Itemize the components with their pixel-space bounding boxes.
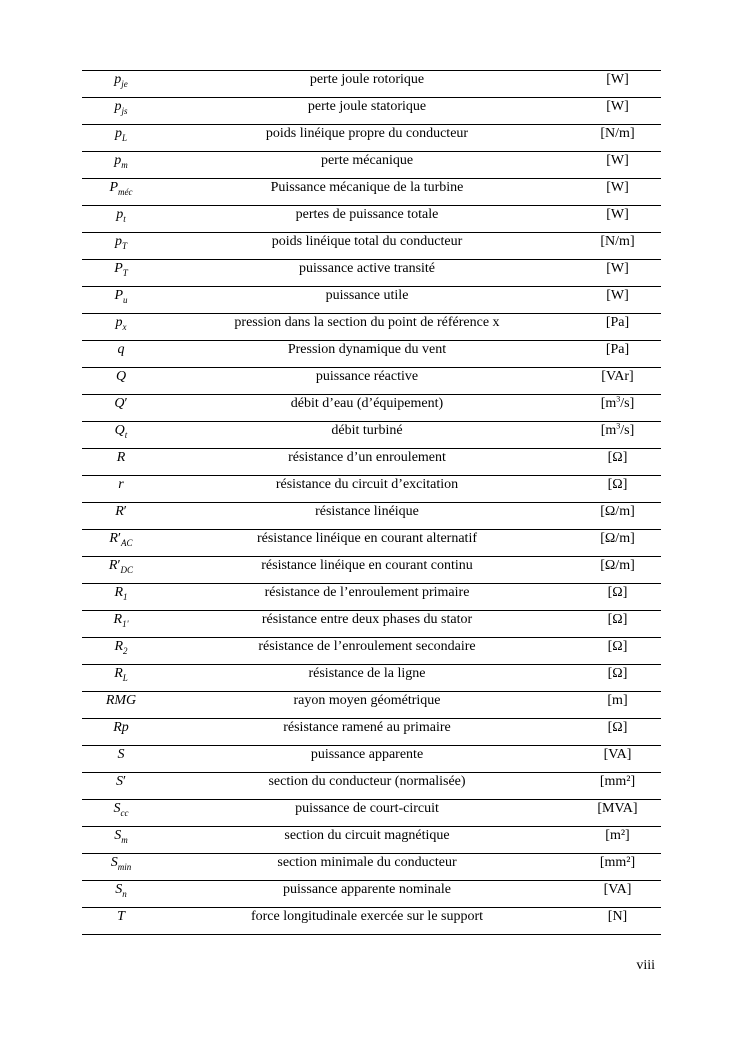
description-cell: pression dans la section du point de référence x [160,314,574,341]
unit-text: [Ω] [607,450,628,465]
symbol-cell [82,908,160,935]
description-cell: Puissance mécanique de la turbine [160,179,574,206]
table-row [82,746,661,773]
unit-cell [574,368,661,395]
symbol-subscript: méc [118,186,133,197]
symbol-base: R [109,531,118,546]
unit-exponent: 3 [616,421,621,431]
table-row [82,584,661,611]
symbol-cell [82,179,160,206]
symbol-subscript: n [122,888,127,899]
unit-text: [W] [606,207,629,222]
table-row [82,827,661,854]
description-cell: résistance de la ligne [160,665,574,692]
symbol-cell [82,719,160,746]
table-row [82,341,661,368]
symbol-cell [82,233,160,260]
unit-text: [Ω/m] [600,531,635,546]
symbol-cell [82,125,160,152]
symbol-base: p [114,234,122,249]
unit-cell [574,314,661,341]
description-cell: section du circuit magnétique [160,827,574,854]
description-cell: débit turbiné [160,422,574,449]
symbol-table [82,70,661,935]
symbol-subscript: m [121,159,128,170]
table-row [82,530,661,557]
table-row [82,287,661,314]
description-cell: résistance linéique [160,503,574,530]
table-row [82,368,661,395]
unit-cell [574,476,661,503]
description-cell: pertes de puissance totale [160,206,574,233]
symbol-subscript: t [123,213,126,224]
symbol-base: p [114,153,122,168]
description-cell: puissance apparente [160,746,574,773]
symbol-base: p [114,126,122,141]
symbol-subscript: u [123,294,128,305]
unit-text: [m²] [605,828,630,843]
table-row [82,719,661,746]
symbol-prime: ′ [123,504,127,519]
symbol-cell [82,476,160,503]
symbol-cell [82,827,160,854]
description-cell: force longitudinale exercée sur le support [160,908,574,935]
unit-cell [574,71,661,98]
description-cell: débit d’eau (d’équipement) [160,395,574,422]
unit-text: [W] [606,99,629,114]
symbol-subscript: t [124,429,128,440]
symbol-base: P [114,288,124,303]
unit-text: [Ω] [607,639,628,654]
description-cell: puissance utile [160,287,574,314]
unit-cell [574,260,661,287]
symbol-base: R [113,612,123,627]
symbol-base: Q [114,423,125,438]
unit-text: [W] [606,288,629,303]
table-row [82,557,661,584]
unit-text: [MVA] [597,801,638,816]
symbol-cell [82,206,160,233]
symbol-subscript: je [121,78,128,89]
unit-text: [Ω/m] [600,504,635,519]
unit-text: [mm²] [599,774,636,789]
description-cell: puissance réactive [160,368,574,395]
symbol-cell [82,665,160,692]
symbol-cell [82,638,160,665]
symbol-cell [82,611,160,638]
symbol-table-body [82,71,661,935]
symbol-cell [82,692,160,719]
unit-text: [W] [606,153,629,168]
unit-text: [Ω/m] [600,558,635,573]
table-row [82,98,661,125]
symbol-base: r [118,477,124,492]
table-row [82,260,661,287]
symbol-base: S [115,882,123,897]
symbol-base: S [110,855,118,870]
table-row [82,476,661,503]
table-row [82,422,661,449]
symbol-base: Q [114,396,125,411]
unit-cell [574,692,661,719]
symbol-base: T [117,909,125,924]
unit-cell [574,395,661,422]
unit-cell [574,152,661,179]
symbol-base: p [114,99,122,114]
page-number: viii [636,958,655,973]
symbol-cell [82,395,160,422]
unit-cell [574,665,661,692]
description-cell: rayon moyen géométrique [160,692,574,719]
symbol-base: S [114,828,122,843]
symbol-base: p [116,207,124,222]
unit-text: [Ω] [607,477,628,492]
unit-cell [574,881,661,908]
description-cell: résistance de l’enroulement primaire [160,584,574,611]
symbol-cell [82,71,160,98]
unit-cell [574,233,661,260]
description-cell: section minimale du conducteur [160,854,574,881]
unit-cell [574,530,661,557]
unit-text: [Ω] [607,720,628,735]
symbol-subscript: T [121,240,127,251]
unit-tail: /s] [620,396,635,411]
symbol-subscript: L [121,132,127,143]
unit-cell [574,827,661,854]
symbol-base: q [117,342,125,357]
description-cell: résistance entre deux phases du stator [160,611,574,638]
symbol-subscript: AC [121,537,133,548]
table-row [82,773,661,800]
symbol-base: R [115,504,124,519]
description-cell: résistance de l’enroulement secondaire [160,638,574,665]
symbol-base: p [115,315,123,330]
symbol-cell [82,746,160,773]
symbol-base: Q [115,369,127,384]
unit-text: [N/m] [600,234,635,249]
unit-text: [Ω] [607,612,628,627]
unit-cell [574,287,661,314]
unit-text: [m] [607,693,628,708]
unit-cell [574,908,661,935]
description-cell: puissance de court-circuit [160,800,574,827]
unit-cell [574,746,661,773]
table-row [82,71,661,98]
symbol-base: p [114,72,122,87]
symbol-cell [82,152,160,179]
unit-cell [574,800,661,827]
table-row [82,854,661,881]
symbol-cell [82,854,160,881]
description-cell: résistance du circuit d’excitation [160,476,574,503]
symbol-prime: ′ [124,396,128,411]
symbol-base: R [114,585,124,600]
description-cell: poids linéique total du conducteur [160,233,574,260]
table-row [82,314,661,341]
symbol-cell [82,368,160,395]
unit-text: [VA] [603,882,632,897]
description-cell: résistance d’un enroulement [160,449,574,476]
unit-text: [m [600,396,617,411]
description-cell: perte joule statorique [160,98,574,125]
unit-text: [Ω] [607,666,628,681]
unit-text: [W] [606,72,629,87]
table-row [82,152,661,179]
unit-cell [574,719,661,746]
unit-text: [VA] [603,747,632,762]
symbol-subscript: m [121,834,128,845]
unit-cell [574,611,661,638]
symbol-cell [82,98,160,125]
table-row [82,908,661,935]
table-row [82,665,661,692]
unit-cell [574,341,661,368]
symbol-subscript: min [117,861,132,872]
unit-text: [Pa] [605,342,630,357]
symbol-cell [82,800,160,827]
table-row [82,449,661,476]
unit-text: [W] [606,261,629,276]
symbol-cell [82,584,160,611]
symbol-base: S [113,801,121,816]
unit-tail: /s] [620,423,635,438]
table-row [82,125,661,152]
symbol-base: P [109,180,119,195]
table-row [82,692,661,719]
symbol-base: S [115,774,123,789]
description-cell: puissance active transité [160,260,574,287]
unit-cell [574,179,661,206]
symbol-prime: ′ [117,531,122,546]
unit-cell [574,422,661,449]
symbol-prime: ′ [117,558,121,573]
unit-text: [N/m] [600,126,635,141]
symbol-base: Rp [113,720,129,735]
description-cell: puissance apparente nominale [160,881,574,908]
unit-cell [574,638,661,665]
symbol-cell [82,260,160,287]
symbol-cell [82,422,160,449]
unit-cell [574,125,661,152]
symbol-base: S [117,747,125,762]
description-cell: section du conducteur (normalisée) [160,773,574,800]
symbol-subscript: x [122,321,127,332]
unit-cell [574,854,661,881]
unit-cell [574,773,661,800]
symbol-cell [82,557,160,584]
description-cell: Pression dynamique du vent [160,341,574,368]
symbol-base: R [108,558,118,573]
table-row [82,503,661,530]
symbol-cell [82,314,160,341]
unit-text: [m [600,423,617,438]
description-cell: poids linéique propre du conducteur [160,125,574,152]
unit-cell [574,206,661,233]
symbol-subscript: T [122,267,128,278]
symbol-cell [82,341,160,368]
symbol-base: R [114,639,124,654]
table-row [82,638,661,665]
symbol-subscript: 2 [123,645,128,656]
symbol-cell [82,503,160,530]
symbol-subscript: cc [120,807,129,818]
table-row [82,206,661,233]
unit-text: [N] [607,909,628,924]
symbol-base: RMG [105,693,137,708]
symbol-cell [82,773,160,800]
description-cell: perte joule rotorique [160,71,574,98]
symbol-subscript: DC [120,564,134,575]
unit-exponent: 3 [616,394,621,404]
table-row [82,395,661,422]
unit-cell [574,449,661,476]
symbol-subscript: 1' [122,618,129,629]
description-cell: résistance ramené au primaire [160,719,574,746]
symbol-base: R [116,450,126,465]
symbol-subscript: js [121,105,128,116]
symbol-cell [82,287,160,314]
symbol-cell [82,881,160,908]
symbol-base: P [114,261,123,276]
symbol-cell [82,530,160,557]
table-row [82,179,661,206]
unit-text: [Pa] [605,315,630,330]
unit-text: [Ω] [607,585,628,600]
description-cell: résistance linéique en courant continu [160,557,574,584]
symbol-base: R [114,666,123,681]
unit-cell [574,584,661,611]
unit-text: [W] [606,180,629,195]
table-row [82,800,661,827]
symbol-subscript: L [122,672,128,683]
unit-cell [574,557,661,584]
description-cell: résistance linéique en courant alternatif [160,530,574,557]
table-row [82,611,661,638]
symbol-prime: ′ [122,774,127,789]
description-cell: perte mécanique [160,152,574,179]
unit-cell [574,98,661,125]
unit-text: [VAr] [601,369,634,384]
symbol-cell [82,449,160,476]
unit-text: [mm²] [599,855,636,870]
table-row [82,881,661,908]
symbol-subscript: 1 [123,591,128,602]
table-row [82,233,661,260]
unit-cell [574,503,661,530]
